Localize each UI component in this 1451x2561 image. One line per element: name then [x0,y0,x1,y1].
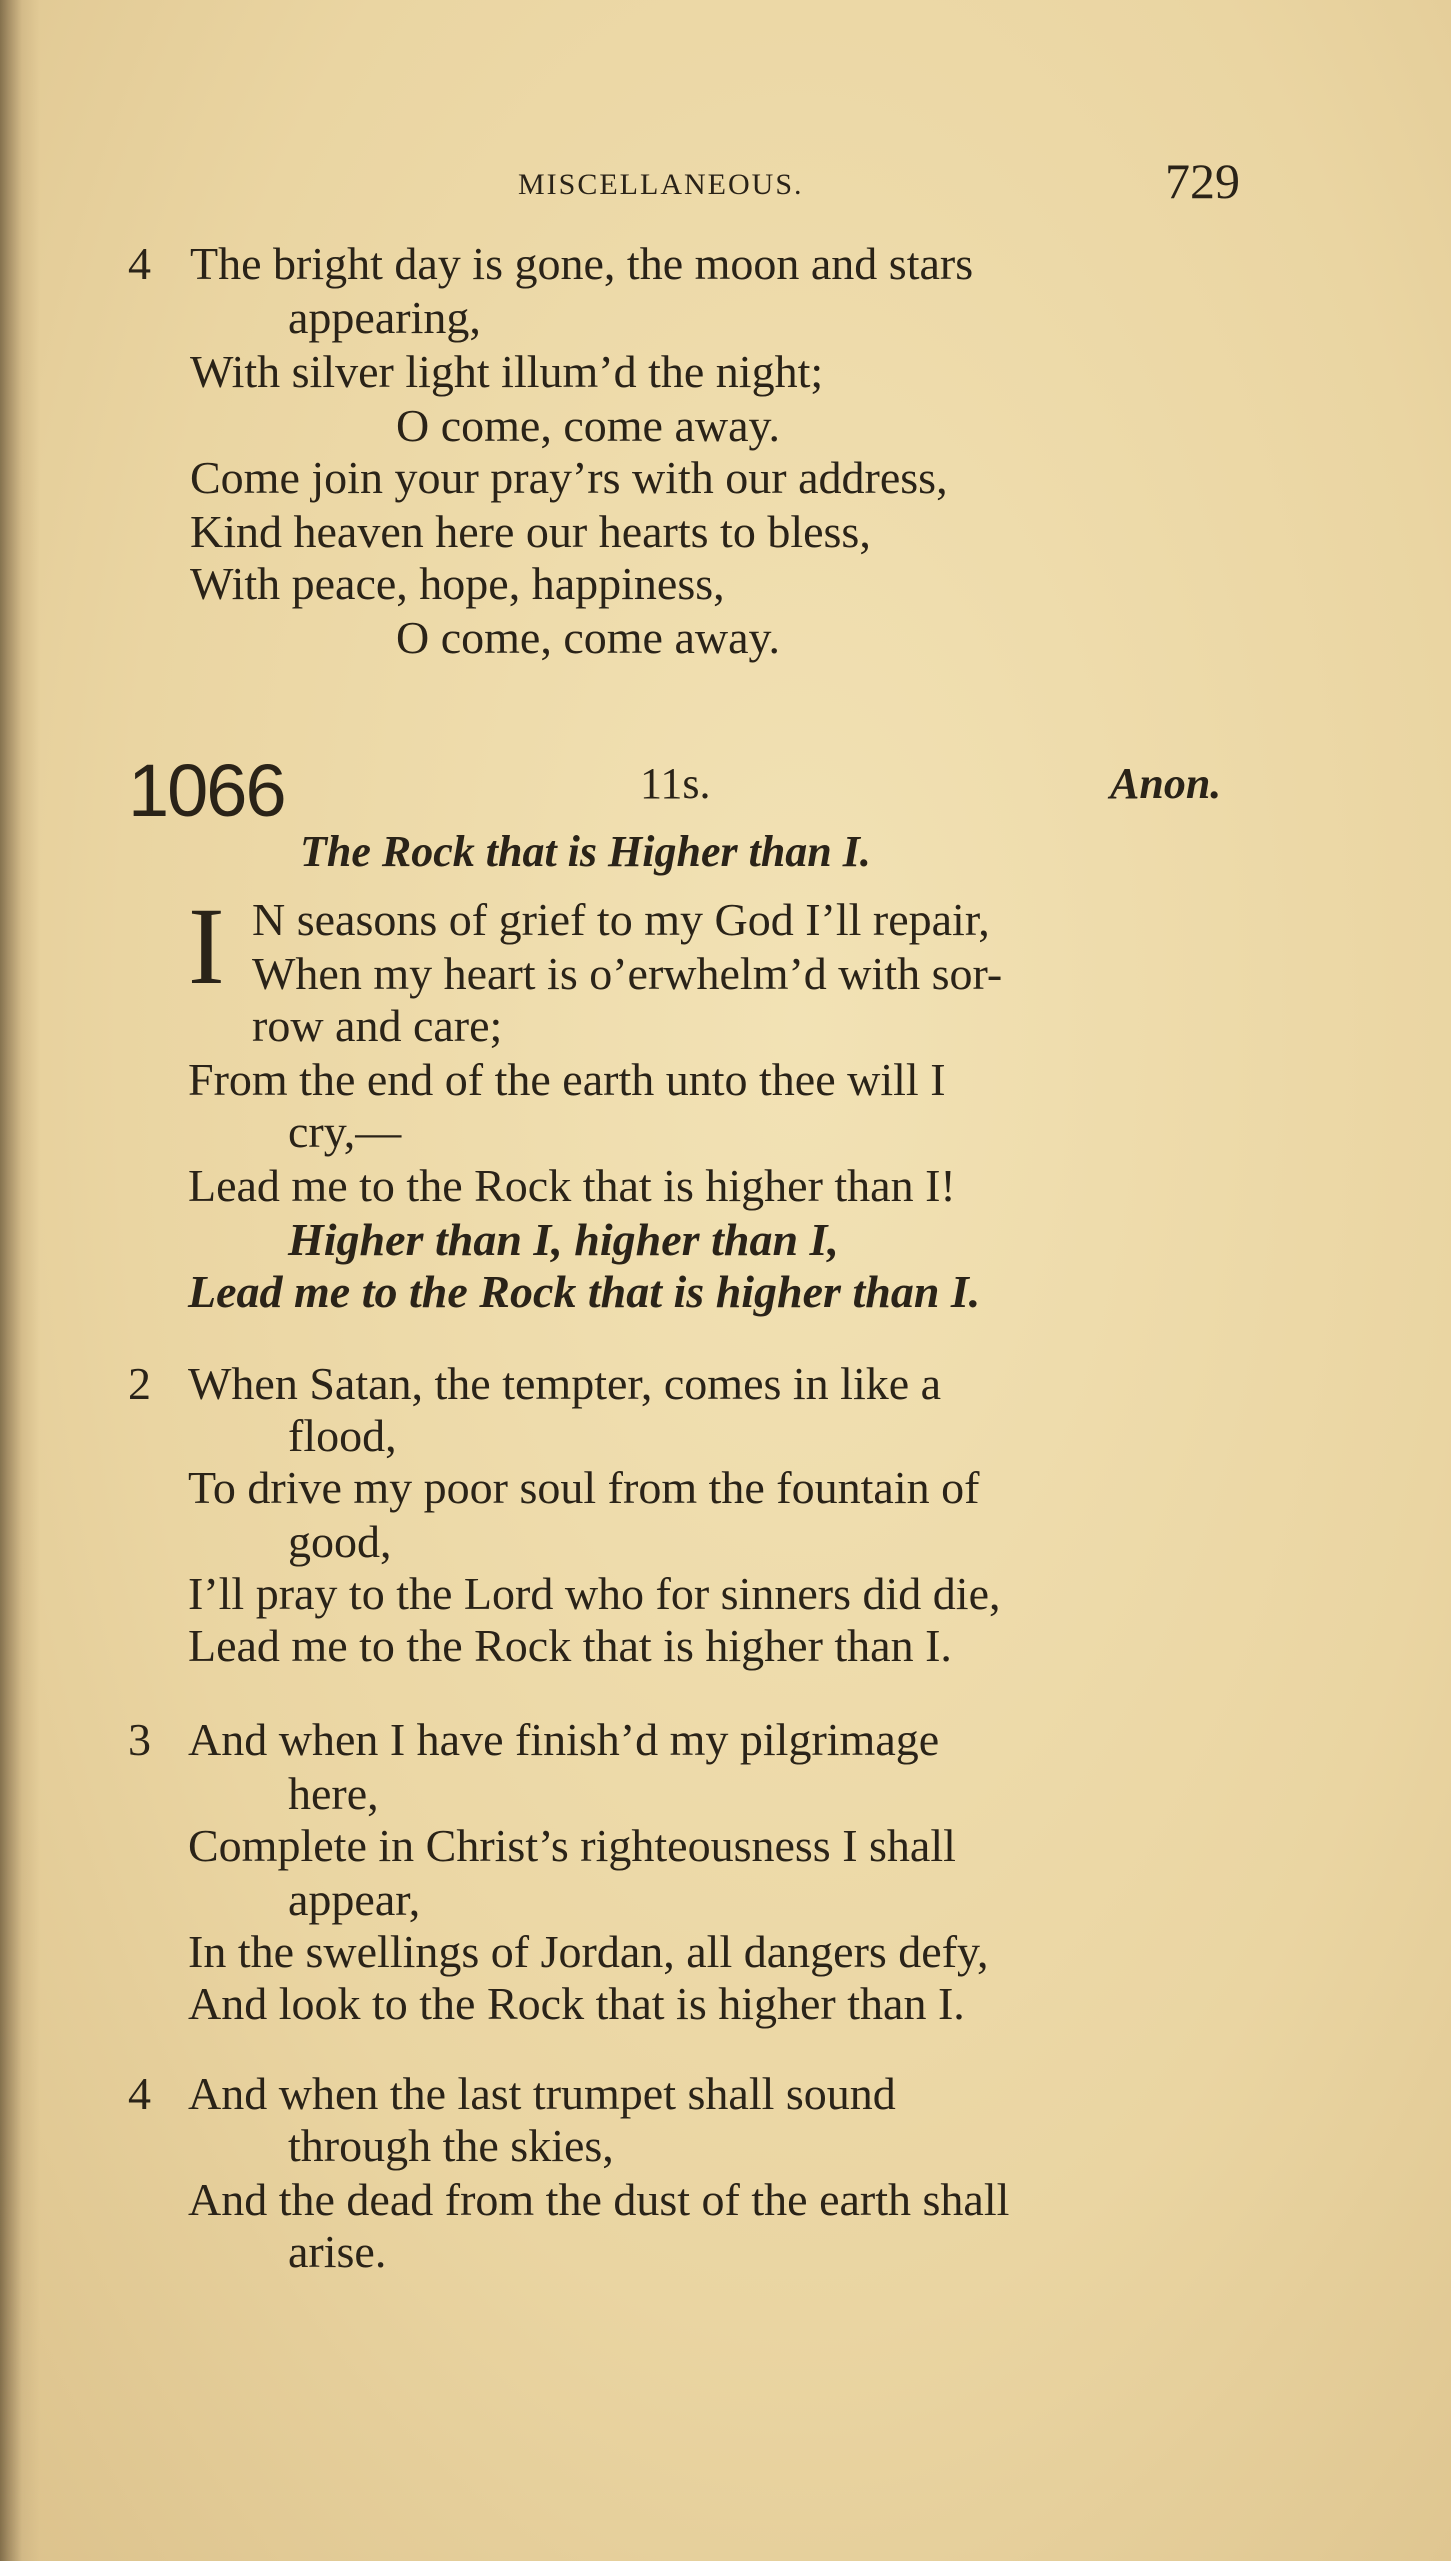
verse-line: cry,— [288,1106,402,1157]
hymn-author: Anon. [1110,759,1222,808]
running-title: MISCELLANEOUS. [518,168,804,201]
drop-cap: I [188,885,225,1007]
stanza-number: 2 [128,1358,151,1409]
verse-line: arise. [288,2226,387,2277]
refrain-line: Higher than I, higher than I, [288,1214,839,1265]
verse-line: Come join your pray’rs with our address, [190,452,948,503]
verse-line: With silver light illum’d the night; [190,346,824,397]
verse-line: here, [288,1768,379,1819]
verse-line: Kind heaven here our hearts to bless, [190,506,871,557]
stanza-number: 4 [128,2068,151,2119]
verse-line: To drive my poor soul from the fountain of [188,1462,980,1513]
verse-line: When Satan, the tempter, comes in like a [188,1358,942,1409]
page-number: 729 [1165,153,1240,209]
verse-line: row and care; [252,1000,503,1051]
stanza-number: 3 [128,1714,151,1765]
hymn-title: The Rock that is Higher than I. [300,827,871,876]
verse-line: From the end of the earth unto thee will I [188,1054,946,1105]
verse-line: N seasons of grief to my God I’ll repair, [252,894,990,945]
verse-line: And when I have finish’d my pilgrimage [188,1714,940,1765]
hymn-number: 1066 [128,749,285,832]
verse-line: In the swellings of Jordan, all dangers defy, [188,1926,989,1977]
verse-line: flood, [288,1410,397,1461]
stanza-number: 4 [128,238,151,289]
verse-line: And when the last trumpet shall sound [188,2068,896,2119]
verse-line: The bright day is gone, the moon and stars [190,238,974,289]
hymn-meter: 11s. [640,759,711,808]
verse-line: through the skies, [288,2120,614,2171]
verse-line: appear, [288,1874,421,1925]
verse-line: When my heart is o’erwhelm’d with sor- [252,948,1003,999]
verse-line: And look to the Rock that is higher than I. [188,1978,965,2029]
refrain-line: Lead me to the Rock that is higher than I. [188,1266,981,1317]
verse-line: Complete in Christ’s righteousness I shall [188,1820,956,1871]
verse-line: good, [288,1516,392,1567]
verse-line: appearing, [288,292,481,343]
verse-line: O come, come away. [396,612,781,663]
verse-line: Lead me to the Rock that is higher than I. [188,1620,952,1671]
verse-line: O come, come away. [396,400,781,451]
verse-line: I’ll pray to the Lord who for sinners did die, [188,1568,1001,1619]
verse-line: With peace, hope, happiness, [190,558,725,609]
verse-line: And the dead from the dust of the earth shall [188,2174,1010,2225]
verse-line: Lead me to the Rock that is higher than I! [188,1160,956,1211]
